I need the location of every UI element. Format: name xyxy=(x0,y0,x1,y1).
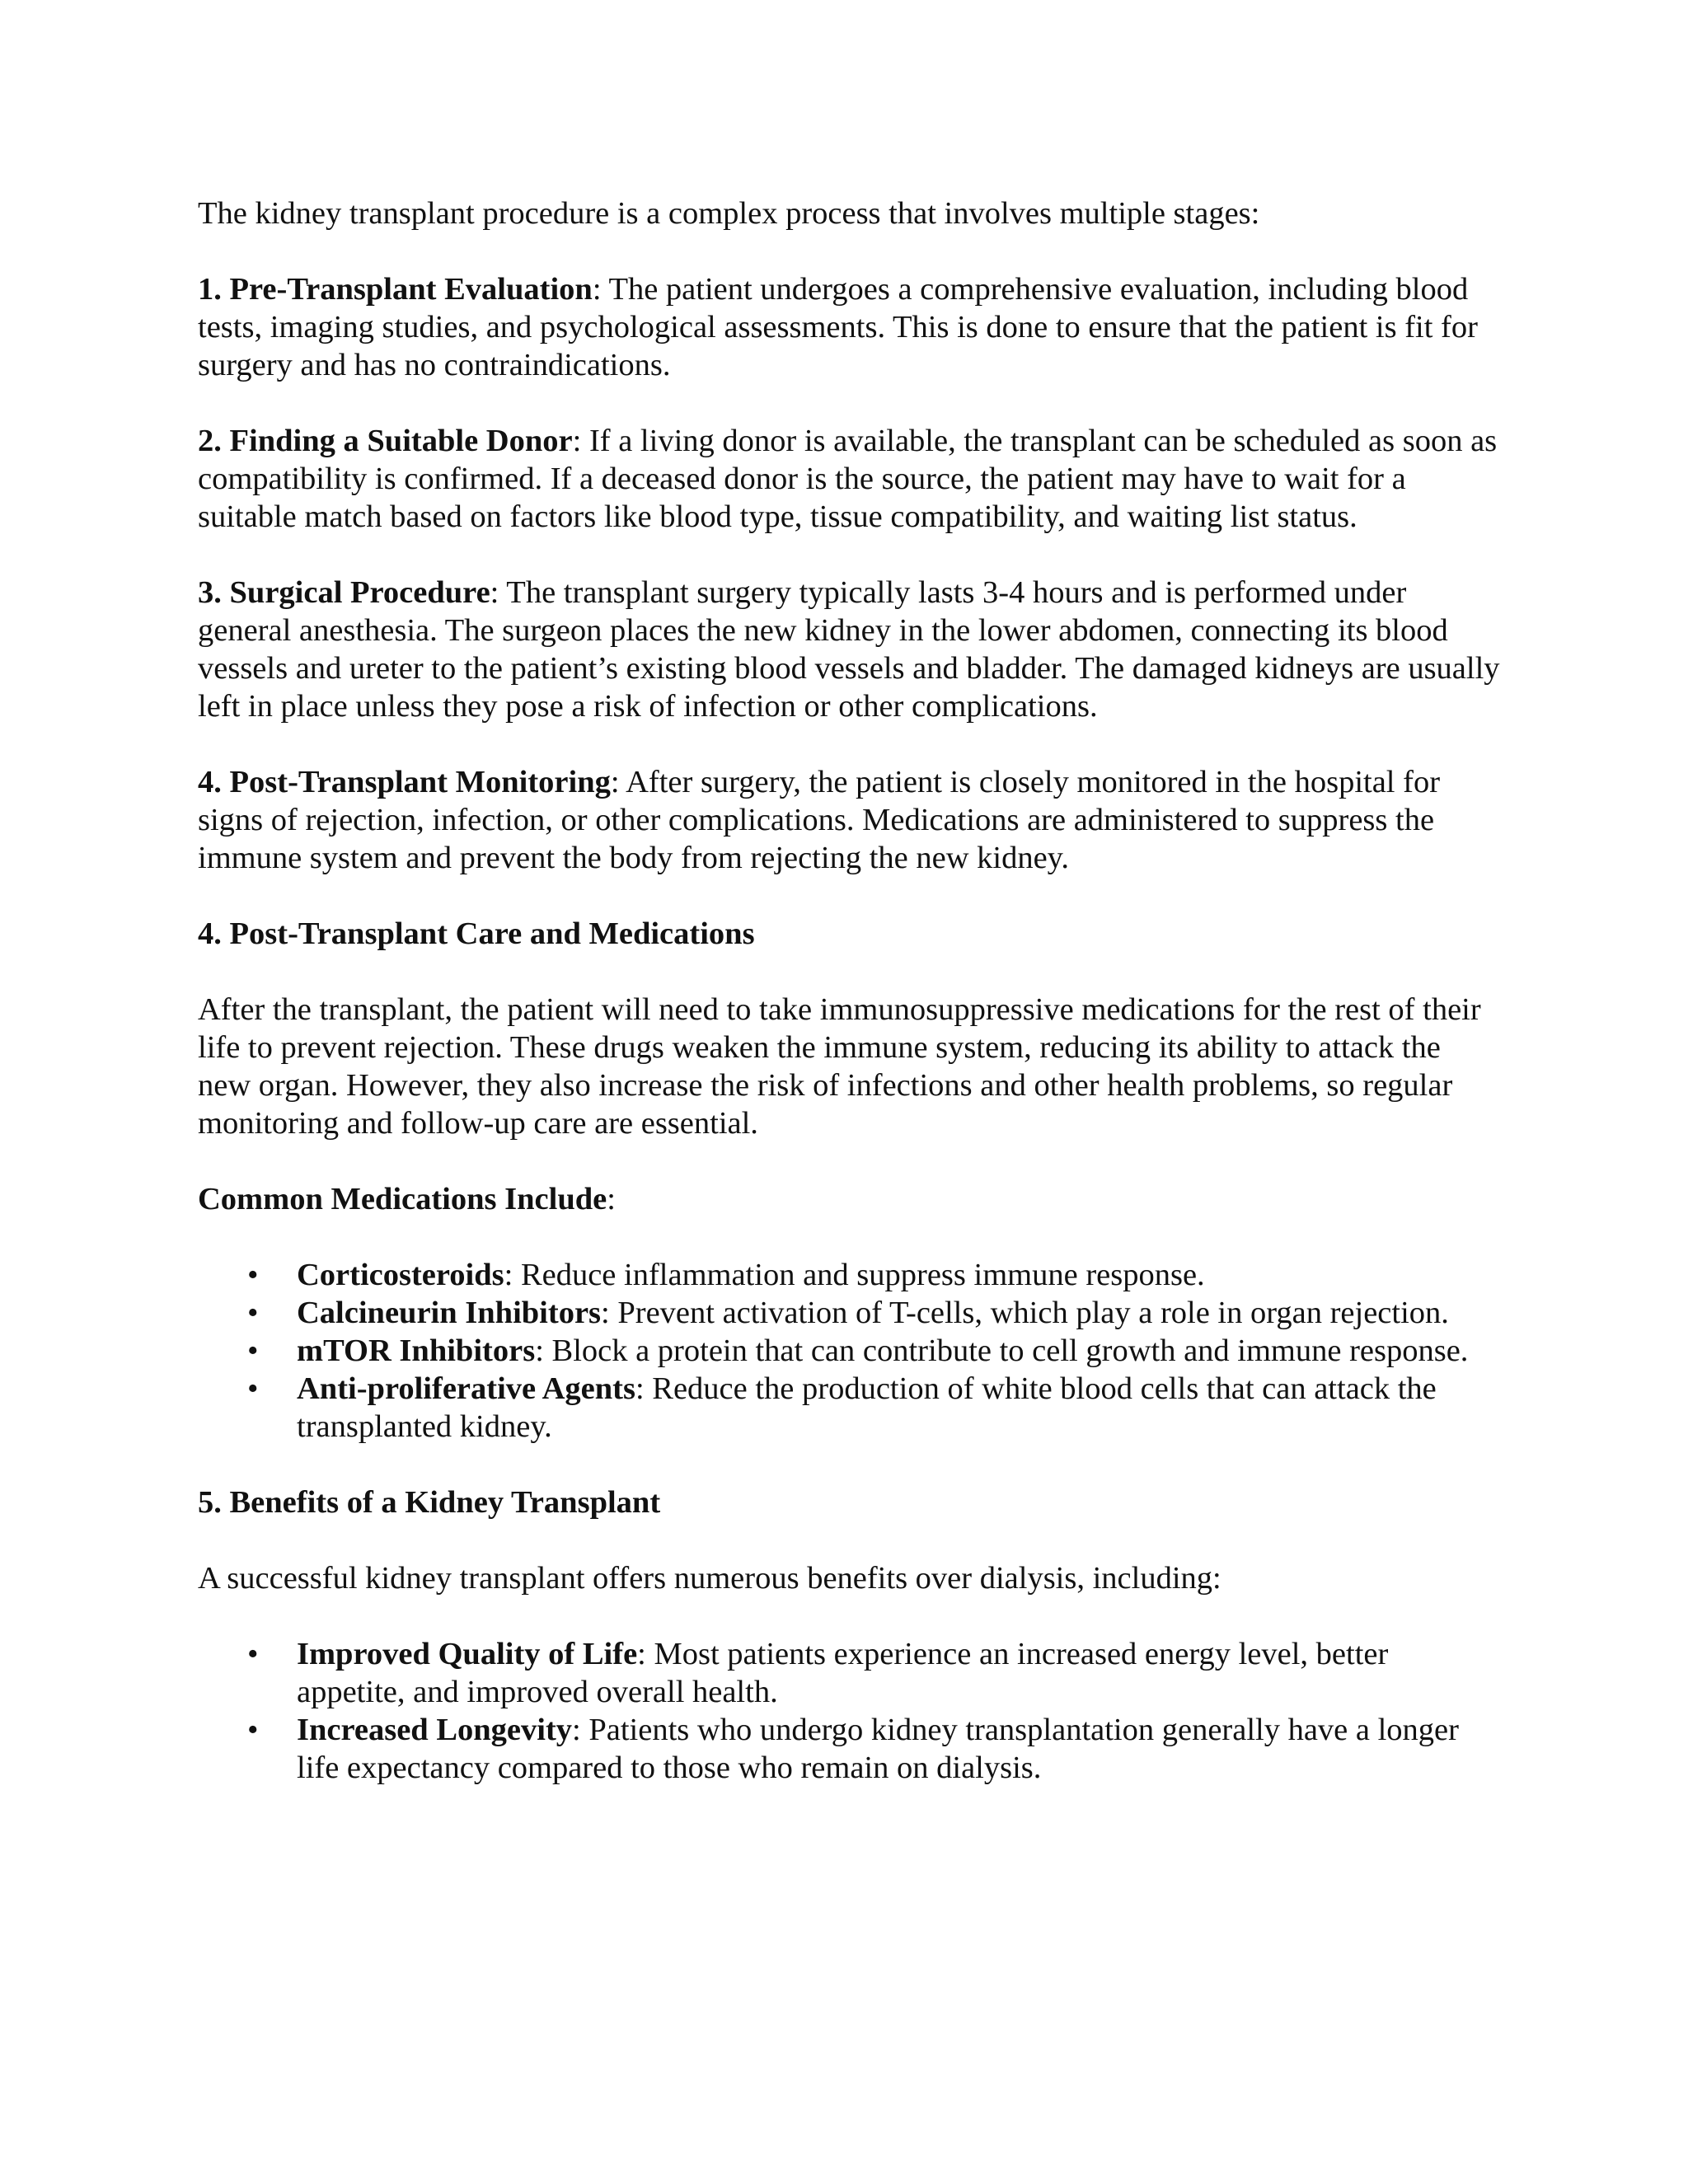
stage-title-3: 3. Surgical Procedure xyxy=(198,575,490,610)
intro-paragraph: The kidney transplant procedure is a complex process that involves multiple stages: xyxy=(198,196,1260,231)
benefit-name: Improved Quality of Life xyxy=(297,1637,638,1671)
care-heading: 4. Post-Transplant Care and Medications xyxy=(198,916,755,951)
benefit-text: : Most patients experience an increased energy level, better appetite, and improved overall health. xyxy=(297,1637,1389,1709)
meds-heading: Common Medications Include xyxy=(198,1182,607,1216)
list-item xyxy=(198,1256,1500,1294)
benefits-heading: 5. Benefits of a Kidney Transplant xyxy=(198,1485,661,1520)
stage-paragraph-4 xyxy=(198,763,1500,877)
stage-text-4: : After surgery, the patient is closely monitored in the hospital for signs of rejection, infection, or other complications. Medications are administered to suppress the immune system and prevent the body from rejecting the new kidney. xyxy=(198,765,1441,875)
medication-name: Calcineurin Inhibitors xyxy=(297,1296,602,1330)
bullet-icon: • xyxy=(247,1713,259,1747)
stage-text-2: : If a living donor is available, the transplant can be scheduled as soon as compatibility is confirmed. If a deceased donor is the source, the patient may have to wait for a suitable match based on factors like blood type, tissue compatibility, and waiting list status. xyxy=(198,424,1498,534)
stage-text-1: : The patient undergoes a comprehensive evaluation, including blood tests, imaging studies, and psychological assessments. This is done to ensure that the patient is fit for surgery and has no contraindications. xyxy=(198,272,1478,382)
list-item xyxy=(198,1711,1500,1787)
care-paragraph: After the transplant, the patient will need to take immunosuppressive medications for the rest of their life to prevent rejection. These drugs weaken the immune system, reducing its ability to attack the new organ. However, they also increase the risk of infections and other health problems, so regular monitoring and follow-up care are essential. xyxy=(198,992,1481,1141)
bullet-icon: • xyxy=(247,1296,259,1330)
bullet-icon: • xyxy=(247,1371,259,1406)
list-item xyxy=(198,1332,1500,1370)
list-item xyxy=(198,1370,1500,1446)
medication-name: Corticosteroids xyxy=(297,1258,504,1292)
stage-title-1: 1. Pre-Transplant Evaluation xyxy=(198,272,593,307)
bullet-icon: • xyxy=(247,1333,259,1368)
medication-name: Anti-proliferative Agents xyxy=(297,1371,635,1406)
stage-title-4: 4. Post-Transplant Monitoring xyxy=(198,765,611,799)
medications-list xyxy=(198,1256,1500,1446)
stage-paragraph-1 xyxy=(198,270,1500,384)
list-item xyxy=(198,1635,1500,1711)
bullet-icon: • xyxy=(247,1258,259,1292)
benefit-name: Increased Longevity xyxy=(297,1713,573,1747)
medication-name: mTOR Inhibitors xyxy=(297,1333,536,1368)
benefits-intro: A successful kidney transplant offers numerous benefits over dialysis, including: xyxy=(198,1561,1221,1596)
medication-text: : Reduce the production of white blood cells that can attack the transplanted kidney. xyxy=(297,1371,1437,1444)
medication-text: : Reduce inflammation and suppress immune response. xyxy=(504,1258,1205,1292)
meds-heading-line xyxy=(198,1180,1500,1218)
document-page xyxy=(198,194,1500,1825)
stage-paragraph-2 xyxy=(198,422,1500,536)
medication-text: : Prevent activation of T-cells, which play a role in organ rejection. xyxy=(601,1296,1449,1330)
bullet-icon: • xyxy=(247,1637,259,1671)
stage-title-2: 2. Finding a Suitable Donor xyxy=(198,424,573,458)
meds-heading-colon: : xyxy=(607,1182,616,1216)
list-item xyxy=(198,1294,1500,1332)
stage-paragraph-3 xyxy=(198,574,1500,725)
stage-text-3: : The transplant surgery typically lasts 3-4 hours and is performed under general anesthesia. The surgeon places the new kidney in the lower abdomen, connecting its blood vessels and ureter to the patient’s existing blood vessels and bladder. The damaged kidneys are usually left in place unless they pose a risk of infection or other complications. xyxy=(198,575,1500,724)
benefits-list xyxy=(198,1635,1500,1787)
medication-text: : Block a protein that can contribute to cell growth and immune response. xyxy=(535,1333,1469,1368)
benefit-text: : Patients who undergo kidney transplantation generally have a longer life expectancy compared to those who remain on dialysis. xyxy=(297,1713,1459,1785)
